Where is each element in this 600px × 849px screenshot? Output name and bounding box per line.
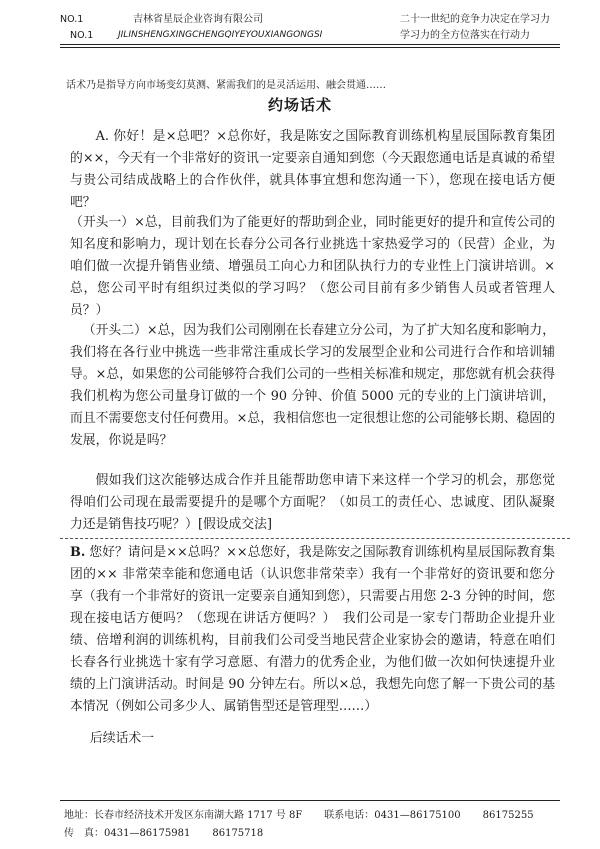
footer-fax-1: 0431—86175981 — [104, 828, 191, 839]
header-slogan-top: 二十一世纪的竞争力决定在学习力 — [400, 14, 550, 25]
header-company-pinyin: JILINSHENGXINGCHENGQIYEYOUXIANGONGSI — [118, 30, 323, 40]
section-a-paragraph-4: 假如我们这次能够达成合作并且能帮助您申请下来这样一个学习的机会，那您觉得咱们公司现在最需要提升的是哪个方面呢？（如员工的责任心、忠诚度、团队凝聚力还是销售技巧呢？）[假设成交法] — [70, 473, 555, 532]
footer-phone-2: 86175255 — [482, 810, 534, 821]
section-b-text: 您好？请问是××总吗？××总您好，我是陈安之国际教育训练机构星辰国际教育集团的×× 非常荣幸能和您通电话（认识您非常荣幸）我有一个非常好的资讯要和您分享（我有一个非常好的资讯一定要亲自通知到您），只需要占用您 2-3 分钟的时间，您现在接电话方便吗？（您现在讲话方便吗？） 我们公司是一家专门帮助企业提升业绩、倍增利润的训练机构，目前我们公司受当地民营企业家协会的邀请，特意在咱们长春各行业挑选十家有学习意愿、有潜力的优秀企业，为他们做一次如何快速提升业绩的上门演讲活动。时间是 90 分钟左右。所以×总，我想先向您了解一下贵公司的基本情况（例如公司多少人、属销售型还是管理型……） — [70, 545, 556, 714]
section-b-label: B. — [70, 545, 86, 560]
section-a-paragraph-3: （开头二）×总，因为我们公司刚刚在长春建立分公司，为了扩大知名度和影响力，我们将在各行业中挑选一些非常注重成长学习的发展型企业和公司进行合作和培训辅导。×总，如果您的公司能够符合我们公司的一些相关标准和规定，那您就有机会获得我们机构为您公司量身订做的一个 90 分钟、价值 5000 元的专业的上门演讲培训，而且不需要您支付任何费用。×总，我相信您也一定很想让您的公司能够长期、稳固的发展，你说是吗？ — [70, 323, 555, 448]
footer-address: 长春市经济技术开发区东南湖大路 1717 号 8F — [94, 810, 303, 821]
footer-fax-label: 传 真： — [64, 828, 104, 839]
footer-divider — [60, 800, 560, 801]
header-slogan-bottom: 学习力的全方位落实在行动力 — [400, 30, 530, 41]
next-script-label: 后续话术一 — [90, 731, 154, 746]
section-a-paragraph-1: A. 你好！是×总吧？×总你好，我是陈安之国际教育训练机构星辰国际教育集团的××，今天有一个非常好的资讯一定要亲自通知到您（今天跟您通电话是真诚的希望与贵公司结成战略上的合作伙伴，就具体事宜想和您沟通一下），您现在接电话方便吧？ — [70, 129, 555, 210]
section-divider — [60, 538, 570, 539]
footer-address-line — [64, 806, 534, 821]
footer-fax-line — [64, 824, 263, 839]
intro-note: 话术乃是指导方向市场变幻莫测、紧需我们的是灵活运用、融会贯通…… — [66, 80, 386, 91]
footer-address-label: 地址： — [64, 810, 94, 821]
footer-phone-1: 0431—86175100 — [374, 810, 461, 821]
header-no-bottom: NO.1 — [70, 30, 94, 41]
section-b-paragraph — [70, 542, 555, 718]
header-company-cn: 吉林省星辰企业咨询有限公司 — [133, 14, 263, 25]
header-divider-secondary — [60, 47, 560, 48]
page-title: 约场话术 — [267, 96, 332, 114]
section-a-paragraph-2: （开头一）×总，目前我们为了能更好的帮助到企业，同时能更好的提升和宣传公司的知名度和影响力，现计划在长春分公司各行业挑选十家热爱学习的（民营）企业，为咱们做一次提升销售业绩、增强员工向心力和团队执行力的专业性上门演讲培训。×总，您公司平时有组织过类似的学习吗？（您公司目前有多少销售人员或者管理人员？） — [70, 215, 555, 318]
header-no-top: NO.1 — [60, 14, 84, 25]
footer-fax-2: 86175718 — [212, 828, 264, 839]
footer-contact-label: 联系电话： — [324, 810, 375, 821]
header-divider — [60, 44, 560, 45]
